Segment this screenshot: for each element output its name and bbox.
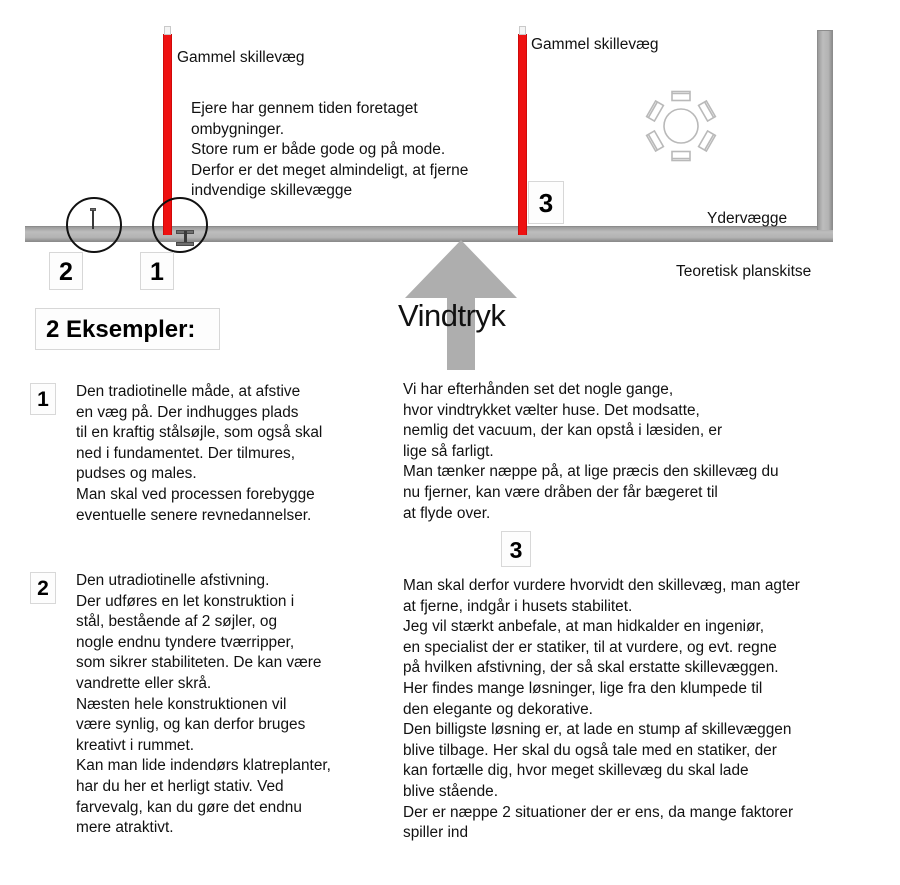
item-number-1: 1 xyxy=(30,383,56,415)
old-partition-wall-right xyxy=(518,34,527,235)
right-column-bottom-text: Man skal derfor vurdere hvorvidt den skillevæg, man agter at fjerne, indgår i husets stabilitet. Jeg vil stærkt anbefale, at man hidkalder en ingeniør, en specialist der er statiker, til at vurdere, og evt. regne på hvilken afstivning, der så skal erstatte skillevæggen. Her findes mange løsninger, lige fra den klumpede til den elegante og dekorative. Den billigste løsning er, at lade en stump af skillevæggen blive tilbage. Her skal du også tale med en statiker, der kan fortælle dig, hvor meget skillevæg du skal lade blive stående. Der er næppe 2 situationer der er ens, da mange faktorer spiller ind xyxy=(403,577,800,842)
steel-column-icon-2 xyxy=(88,208,98,230)
steel-column-icon-1 xyxy=(176,230,194,246)
label-sketch-caption: Teoretisk planskitse xyxy=(676,263,812,280)
item-text-1: Den tradiotinelle måde, at afstive en væg på. Der indhugges plads til en kraftig stålsøjle, som også skal ned i fundamentet. Der tilmures, pudses og males. Man skal ved processen forebygge eventuelle senere revnedannelser. xyxy=(76,383,323,524)
round-table-icon xyxy=(643,88,719,164)
explanatory-text-columns xyxy=(0,372,900,885)
right-column-top-text: Vi har efterhånden set det nogle gange, hvor vindtrykket vælter huse. Det modsatte, nemlig det vacuum, der kan opstå i læsiden, er lige så farligt. Man tænker næppe på, at lige præcis den skillevæg du nu fjerner, kan være dråben der får bægeret til at flyde over. xyxy=(403,381,779,522)
exterior-wall-vertical xyxy=(817,30,833,230)
label-exterior-walls: Ydervægge xyxy=(707,210,788,227)
item-text-2: Den utradiotinelle afstivning. Der udføres en let konstruktion i stål, bestående af 2 søjler, og nogle endnu tyndere tværripper, som sikrer stabiliteten. De kan være vandrette eller skrå. Næsten hele konstruktionen vil være synlig, og kan derfor bruges kreativt i rummet. Kan man lide indendørs klatreplanter, har du her et herligt stativ. Ved farvevalg, kan du gøre det endnu mere atraktivt. xyxy=(76,572,331,837)
wind-pressure-label: Vindtryk xyxy=(398,298,506,333)
item-number-2: 2 xyxy=(30,572,56,604)
floor-plan-schematic xyxy=(0,0,900,370)
plan-marker-1: 1 xyxy=(140,252,174,290)
label-old-partition-wall-left: Gammel skillevæg xyxy=(177,49,305,66)
item-number-3: 3 xyxy=(501,531,531,567)
label-old-partition-wall-right: Gammel skillevæg xyxy=(531,36,659,53)
plan-marker-3: 3 xyxy=(528,181,564,224)
intro-paragraph: Ejere har gennem tiden foretaget ombygninger. Store rum er både gode og på mode. Derfor er det meget almindeligt, at fjerne indvendige skillevægge xyxy=(191,100,469,199)
plan-marker-2: 2 xyxy=(49,252,83,290)
examples-heading-box: 2 Eksempler: xyxy=(35,308,220,350)
